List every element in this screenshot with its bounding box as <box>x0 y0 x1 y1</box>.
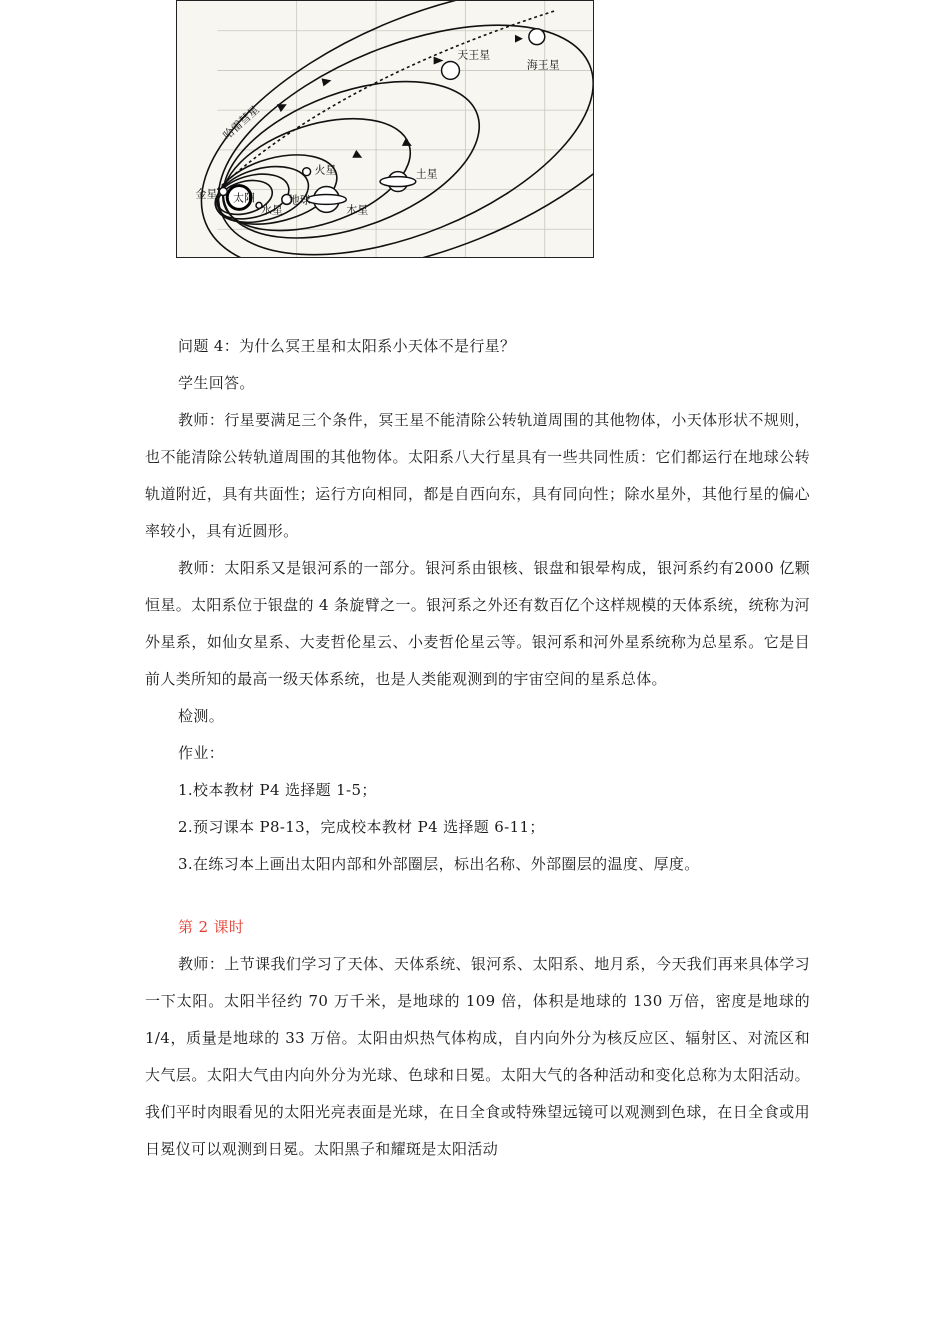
lesson-2-heading: 第 2 课时 <box>178 918 245 936</box>
label-jupiter: 木星 <box>346 203 369 217</box>
homework-item-3: 3.在练习本上画出太阳内部和外部圈层，标出名称、外部圈层的温度、厚度。 <box>178 855 700 873</box>
solar-system-figure <box>176 0 594 258</box>
label-neptune: 海王星 <box>526 58 560 72</box>
label-mercury: 水星 <box>260 203 283 217</box>
label-mars: 火星 <box>314 163 337 177</box>
label-venus: 金星 <box>195 187 218 201</box>
label-sun: 太阳 <box>233 191 255 205</box>
venus-mark <box>219 188 227 196</box>
teacher-paragraph-3: 教师：上节课我们学习了天体、天体系统、银河系、太阳系、地月系，今天我们再来具体学习一下太阳。太阳半径约 70 万千米，是地球的 109 倍，体积是地球的 130 万倍，密度是地球的 1/4，质量是地球的 33 万倍。太阳由炽热气体构成，自内向外分为核反应区、辐射区、对流区和大气层。太阳大气由内向外分为光球、色球和日冕。太阳大气的各种活动和变化总称为太阳活动。我们平时肉眼看见的太阳光亮表面是光球，在日全食或特殊望远镜可以观测到色球，在日全食或用日冕仪可以观测到日冕。太阳黑子和耀斑是太阳活动 <box>145 955 810 1158</box>
uranus-mark <box>442 62 460 80</box>
neptune-mark <box>529 29 545 45</box>
student-answer: 学生回答。 <box>178 374 255 392</box>
label-comet: 哈雷彗星 <box>220 103 262 143</box>
document-body <box>145 328 810 1168</box>
label-saturn: 土星 <box>415 167 438 181</box>
teacher-paragraph-2: 教师：太阳系又是银河系的一部分。银河系由银核、银盘和银晕构成，银河系约有2000 亿颗恒星。太阳系位于银盘的 4 条旋臂之一。银河系之外还有数百亿个这样规模的天体系统，统称为河外星系，如仙女星系、大麦哲伦星云、小麦哲伦星云等。银河系和河外星系统称为总星系。它是目前人类所知的最高一级天体系统，也是人类能观测到的宇宙空间的星系总体。 <box>145 559 810 688</box>
label-uranus: 天王星 <box>457 48 491 62</box>
homework-heading: 作业： <box>178 744 225 762</box>
mars-mark <box>303 168 311 176</box>
comet-orbit <box>217 11 554 190</box>
jupiter-ring-mark <box>307 194 347 204</box>
saturn-ring-mark <box>380 177 416 187</box>
teacher-paragraph-1: 教师：行星要满足三个条件，冥王星不能清除公转轨道周围的其他物体，小天体形状不规则，也不能清除公转轨道周围的其他物体。太阳系八大行星具有一些共同性质：它们都运行在地球公转轨道附近，具有共面性；运行方向相同，都是自西向东，具有同向性；除水星外，其他行星的偏心率较小，具有近圆形。 <box>145 411 810 540</box>
question-4: 问题 4：为什么冥王星和太阳系小天体不是行星？ <box>178 337 516 355</box>
check-line: 检测。 <box>178 707 225 725</box>
homework-item-2: 2.预习课本 P8-13，完成校本教材 P4 选择题 6-11； <box>178 818 545 836</box>
label-earth: 地球 <box>288 193 311 207</box>
section-gap <box>145 883 810 909</box>
solar-system-diagram <box>177 1 593 257</box>
homework-item-1: 1.校本教材 P4 选择题 1-5； <box>178 781 377 799</box>
